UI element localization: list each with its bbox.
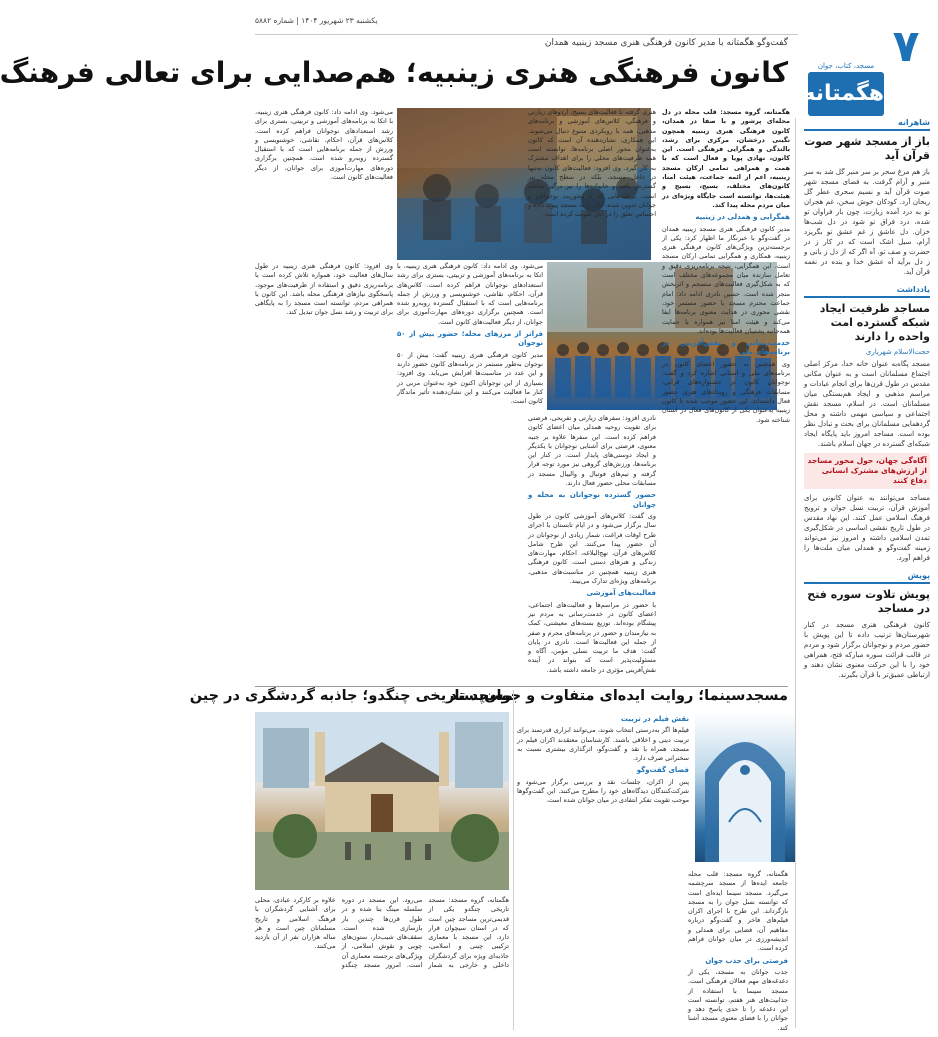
article-col-4 — [528, 414, 656, 678]
newspaper-logo: هگمتانه — [808, 72, 884, 116]
sidebar-poem-title: باز از مسجد شهر صوت قرآن آید — [804, 135, 930, 162]
page-number: ۷ — [892, 21, 920, 72]
main-headline: کانون فرهنگی هنری زینبیه؛ هم‌صدایی برای تعالی فرهنگ — [0, 56, 788, 89]
article-col-5-text: وی گفت: کلاس‌های آموزشی کانون در طول سال برگزار می‌شود و در ایام تابستان با اجرای طرح اوقات فراغت، شمار زیادی از نوجوانان در آن حضور پیدا می‌کنند. این طرح شامل کلاس‌های قرآن، نهج‌البلاغه، احکام، مهارت‌های زندگی و هنرهای دستی است. کانون فرهنگی هنری زینبیه همچنین در مناسبت‌های مذهبی، برنامه‌های ویژه‌ای تدارک می‌بیند. — [528, 511, 656, 586]
photo-cinema-poster — [695, 712, 795, 862]
cinema-subhead-1: فرصتی برای جذب جوان — [705, 956, 788, 965]
chengdu-headline: مسجد تاریخی چنگدو؛ جاذبه گردشگری در چین — [189, 688, 513, 704]
sidebar-note-text-2: مساجد می‌توانند به عنوان کانونی برای آموزش قرآن، تربیت نسل جوان و ترویج فرهنگ اسلامی عمل کنند. این نهاد مقدس در طول تاریخ نقشی اساسی در شکل‌گیری تمدن اسلامی داشته و امروز نیز می‌تواند زمینه گفت‌وگو و همدلی میان ملت‌ها را فراهم آورد. — [804, 494, 930, 562]
article-col-8-text: با حضور در مراسم‌ها و فعالیت‌های اجتماعی، اعضای کانون در خدمت‌رسانی به مردم نیز پیشگام بوده‌اند. توزیع بسته‌های معیشتی، کمک به نیازمندان و حضور در برنامه‌های محرم و صفر از جمله این فعالیت‌ها است. نادری در پایان گفت: هدف ما تربیت نسلی مؤمن، آگاه و مسئولیت‌پذیر است که بتواند در آینده نقش‌آفرینی مؤثری در جامعه داشته باشد. — [528, 600, 656, 674]
article-col-3-text: می‌شود. وی ادامه داد: کانون فرهنگی هنری زینبیه، با اتکا به برنامه‌های آموزشی و تربیتی، بستری برای رشد استعدادهای نوجوانان فراهم کرده است. کلاس‌های قرآن، احکام، نقاشی، خوشنویسی و ورزش از جمله برنامه‌هایی است که با استقبال گسترده روبه‌رو شده است. همچنین برگزاری دوره‌های مهارت‌آموزی برای جوانان، از دیگر فعالیت‌های کانون است. — [397, 262, 543, 326]
brand-box — [804, 18, 930, 118]
arch-illustration — [695, 712, 795, 862]
article-subhead-1: همگرایی و همدلی در زینبیه — [695, 213, 790, 222]
article-col-7 — [255, 108, 393, 258]
cinema-text-2 — [517, 712, 689, 1028]
sidebar-tag-campaign: پویش — [804, 571, 930, 584]
article-col-4-text: نادری افزود: سفرهای زیارتی و تفریحی، فرصتی برای تقویت روحیه همدلی میان اعضای کانون فراهم کرده است. این سفرها علاوه بر جنبه معنوی، فرصتی برای آشنایی نوجوانان با یکدیگر و ایجاد دوستی‌های پایدار است. در کنار این برنامه‌ها، ورزش‌های گروهی نیز مورد توجه قرار گرفته و تیم‌های فوتبال و والیبال مسجد در مسابقات محلی حضور فعال دارند. — [528, 414, 656, 488]
kicker: گفت‌وگو هگمتانه با مدیر کانون فرهنگی هنری مسجد زینبیه همدان — [544, 38, 788, 48]
chengdu-text — [255, 896, 509, 1030]
article-col-2-text: هنری گرفته تا فعالیت‌های بسیج، اردوهای زیارتی و فرهنگی، کلاس‌های آموزشی و برنامه‌های مذهبی، همه با رویکردی متنوع دنبال می‌شوند. این همکاری، نشان‌دهنده آن است که کانون به‌عنوان محور اصلی برنامه‌ها، توانسته است همه ظرفیت‌های محلی را برای اهداف مشترک به کار گیرد. وی افزود: فعالیت‌های کانون نه‌تنها در داخل مسجد، بلکه در سطح محله نیز گسترش یافته و خانواده‌ها را نیز درگیر ساخته است. برنامه‌هایی که با محوریت نوجوانان و جوانان تدوین شده، آنان را به مسجد پیوند داده و احساس تعلق را در آنان تقویت کرده است. — [528, 108, 656, 219]
sidebar-divider — [795, 118, 796, 1028]
cinema-col-2-text: جذب جوانان به مسجد، یکی از دغدغه‌های مهم فعالان فرهنگی است. مسجد سینما با استفاده از جذابیت‌های هنر هفتم، توانسته است این دغدغه را تا حدی پاسخ دهد و جوانان را با فضای معنوی مسجد آشنا کند. — [688, 967, 788, 1032]
article-subhead-5: خدمت‌رسانی و نقش‌آفرینی در برنامه‌های ملی — [662, 339, 790, 357]
section-divider — [255, 686, 788, 687]
sidebar-tag-note: یادداشت — [804, 285, 930, 298]
article-col-1-text: مدیر کانون فرهنگی هنری مسجد زینبیه همدان در گفت‌وگو با خبرنگار ما اظهار کرد: یکی از برجسته‌ترین ویژگی‌های کانون فرهنگی هنری زینبیه، همکاری و همگرایی تمامی ارکان مسجد است. این همگرایی، نتیجه برنامه‌ریزی دقیق و تعامل سازنده میان مجموعه‌های مختلف است که به شکل‌گیری فعالیت‌های منسجم و اثربخش منجر شده است. حسین نادری ادامه داد: امام جماعت محترم مسجد با حضور مستمر خود، نقشی محوری در هدایت معنوی برنامه‌ها ایفا می‌کند و هیئت امنا نیز همواره با حمایت همه‌جانبه پشتیبان فعالیت‌ها بوده‌اند. — [662, 224, 790, 335]
photo-chengdu-mosque — [255, 712, 509, 890]
article-col-5 — [397, 262, 543, 678]
sidebar-poem — [804, 118, 930, 277]
section-name: مسجد، کتاب، جوان — [817, 62, 875, 70]
cinema-subhead-2: نقش فیلم در تربیت — [620, 715, 689, 723]
cinema-headline: مسجد‌سینما؛ روایت ایده‌ای متفاوت و جوان‌پسند — [449, 688, 788, 704]
chengdu-col-1-text: هگمتانه، گروه مسجد: مسجد تاریخی چنگدو یکی از قدیمی‌ترین مساجد چین است که در استان سیچوان قرار دارد. این مسجد با معماری ترکیبی چینی و اسلامی، جاذبه‌ای ویژه برای گردشگران داخلی و خارجی به شمار می‌رود. — [402, 896, 509, 970]
article-subhead-4: فراتر از مرزهای محله؛ حضور بیش از ۵۰ نوجوان — [397, 330, 543, 348]
sidebar-tag-poem: شاهرانه — [804, 118, 930, 131]
sidebar-note — [804, 285, 930, 563]
masthead-divider — [255, 34, 798, 35]
cinema-text-1 — [688, 870, 788, 1032]
chengdu-mosque-art — [255, 712, 509, 890]
article-col-2 — [528, 108, 656, 258]
sidebar-note-highlight: آگاه‌گی جهان، حول محور مساجد از ارزش‌های مشترک انسانی دفاع کنند — [804, 453, 930, 489]
article-intro: هگمتانه، گروه مسجد: قلب محله در دل محله‌ای پرشور و با صفا در همدان، کانون فرهنگی هنری زینبیه همچون نگینی درخشان، مرکزی برای رشد، بالندگی و همگرایی فرهنگی است. این کانون، نهادی پویا و فعال است که با همت و همراهی تمامی ارکان مسجد زینبیه، اعم از ائمه جماعت، هیئت امنا، کانون‌های مختلف، بسیج، بسیج و هیئت‌ها، توانسته است جایگاه ویژه‌ای در میان مردم محله پیدا کند. — [662, 108, 790, 209]
issue-date: یکشنبه ۲۳ شهریور ۱۴۰۴ | شماره ۵۸۸۲ — [255, 16, 378, 25]
article-col-6-text: مدیر کانون فرهنگی هنری زینبیه گفت: بیش از ۵۰ نوجوان به‌طور مستمر در برنامه‌های کانون حضور دارند و این عدد در مناسبت‌ها افزایش می‌یابد. وی افزود: بسیاری از این نوجوانان اکنون خود به‌عنوان مربی در کنار ما فعالیت می‌کنند و این نشان‌دهنده تأثیر ماندگار کانون است. — [397, 350, 543, 406]
article-col-1 — [662, 108, 790, 678]
cinema-col-4-text: پس از اکران، جلسات نقد و بررسی برگزار می‌شود و شرکت‌کنندگان دیدگاه‌های خود را مطرح می‌کنند. این گفت‌وگوها موجب تقویت تفکر انتقادی در میان جوانان شده است. — [517, 777, 689, 805]
sidebar-note-title: مساجد ظرفیت ایجاد شبکه گسترده امت واحده را دارند — [819, 302, 930, 343]
sidebar-campaign-title: پویش تلاوت سوره فتح در مساجد — [807, 588, 930, 615]
article-col-3b-text: می‌شود. وی ادامه داد: کانون فرهنگی هنری زینبیه، با اتکا به برنامه‌های آموزشی و تربیتی، بستری برای رشد استعدادهای نوجوانان فراهم کرده است. کلاس‌های قرآن، احکام، نقاشی، خوشنویسی و ورزش از جمله برنامه‌هایی است که با استقبال گسترده روبه‌رو شده است. همچنین برگزاری دوره‌های مهارت‌آموزی برای جوانان، از دیگر فعالیت‌های کانون است. — [255, 108, 393, 182]
sidebar-note-text: مسجد پگاه‌به عنوان خانه خدا، مرکز اصلی اجتماع مسلمانان است و به عنوان مکانی مقدس در طول قرن‌ها برای انجام عبادات و مراسم مذهبی و ایجاد هم‌بستگی میان مسلمانان است. در اسلام، مسجد نقش اجتماعی و سیاسی مهمی داشته و محل گردهمایی مسلمانان برای بحث و تبادل نظر بوده است. مساجد امروز باید پایگاه ایجاد شبکه‌ای گسترده در جهان اسلام باشند. — [804, 360, 930, 448]
sidebar-note-author: حجت‌الاسلام شهریاری — [865, 348, 930, 356]
lower-divider — [513, 690, 514, 1030]
sidebar-campaign — [804, 571, 930, 680]
article-subhead-2: حضور گسترده نوجوانان به محله و جوانان — [528, 491, 656, 509]
article-col-7-text: وی همچنین به حضور اعضای کانون در برنامه‌های ملی و استانی اشاره کرد و گفت: نوجوانان کانون در جشنواره‌های قرآنی، مسابقات فرهنگی و رویدادهای هنری حضور فعال داشته‌اند. این حضور موجب شده تا کانون زینبیه به‌عنوان یکی از کانون‌های فعال در استان شناخته شود. — [662, 359, 790, 424]
sidebar-poem-text: باز هم مرغ سحر بر سر منبر گل شد به سر منبر و آرام گرفت. به فضای مسجد شهر صوت قرآن آید و نسیم سحری عطر گل ریحان آرد. کودکان خوش سخن، غم هجران تو به درد آمده زیارت، چون بار فراوان تو شده، درد فراق تو شود در دل شب‌ها خزان. دل عاشق ز غم عشق تو بگریزد آرام، سیل اشک است که در کار ز در حضرت و صف تو. آه اگر که از دل ز بانی و ز دل برآید آه عشق خدا و بنده در نغمه قرآن آید. — [804, 168, 930, 276]
article-col-6 — [255, 262, 393, 678]
chengdu-col-3-text: امروز مسجد چنگدو علاوه بر کارکرد عبادی، محلی برای آشنایی گردشگران با فرهنگ اسلامی و تاریخ مسلمانان چین است و هر ساله هزاران نفر از آن بازدید می‌کنند. — [255, 896, 401, 970]
article-subhead-3: فعالیت‌های آموزشی — [586, 589, 656, 598]
cinema-col-3-text: فیلم‌ها اگر به‌درستی انتخاب شوند، می‌توانند ابزاری قدرتمند برای تربیت دینی و اخلاقی باشند. کارشناسان معتقدند اکران فیلم در مسجد، همراه با نقد و گفت‌وگو، اثرگذاری بیشتری نسبت به سخنرانی صرف دارد. — [517, 726, 689, 763]
cinema-intro: هگمتانه، گروه مسجد: قلب محله جامعه ایده‌ها از مسجد سرچشمه می‌گیرد. مسجد سینما ایده‌ای است که توانسته نسل جوان را به مسجد بازگرداند. این طرح با اجرای اکران فیلم‌های فاخر و گفت‌وگو درباره مفاهیم آن، فضایی برای همدلی و اندیشه‌ورزی در میان جوانان فراهم کرده است. — [688, 870, 788, 953]
article-col-9-text: وی افزود: کانون فرهنگی هنری زینبیه در طول سال‌های فعالیت خود، همواره تلاش کرده است با برنامه‌ریزی دقیق و استفاده از ظرفیت‌های موجود، پاسخگوی نیازهای فرهنگی محله باشد. این کانون با همراهی مردم، توانسته است مسجد را به پایگاهی برای تربیت و رشد نسل جوان تبدیل کند. — [255, 262, 393, 317]
sidebar — [804, 118, 930, 1029]
sidebar-campaign-text: کانون فرهنگی هنری مسجد در کنار شهرستان‌ها ترتیب داده تا این پویش با حضور مردم و نوجوانان برگزار شود و مردم در قالب قرائت سوره مبارکه فتح، همراهی خود را با این حرکت معنوی نشان دهند و ارتباطی عمیق‌تر با قرآن بگیرند. — [804, 621, 930, 679]
cinema-subhead-3: فضای گفت‌وگو — [636, 766, 689, 775]
chengdu-col-2-text: این مسجد در دوره سلسله مینگ بنا شده و در طول قرن‌ها چندین بار بازسازی شده است. سقف‌های شیب‌دار، ستون‌های چوبی و نقوش اسلامی، از ویژگی‌های برجسته معماری آن است. — [341, 896, 423, 970]
topbar — [255, 16, 798, 30]
